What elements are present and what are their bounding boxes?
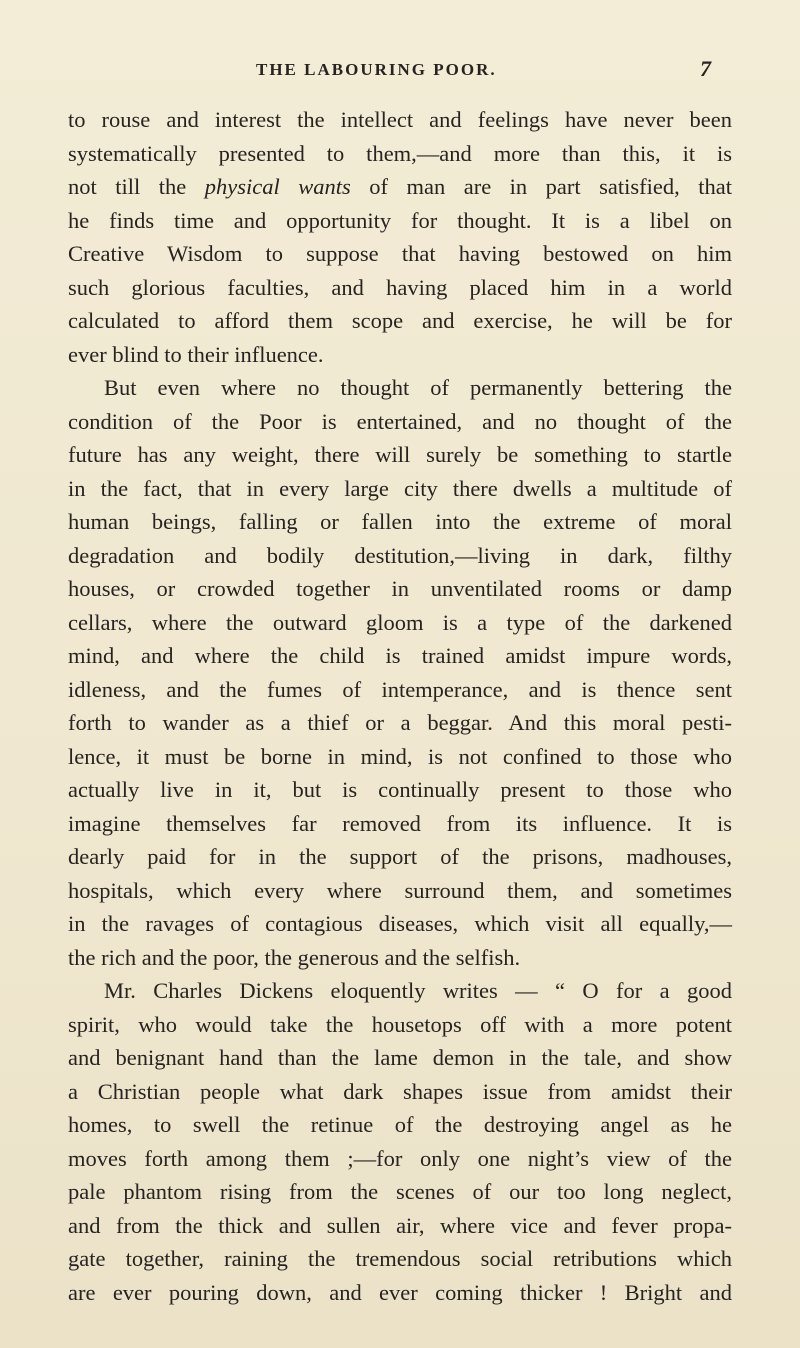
text-line: hospitals, which every where surround them, and sometimes bbox=[68, 877, 732, 903]
text-line: and from the thick and sullen air, where vice and fever propa- bbox=[68, 1212, 732, 1238]
text-line: cellars, where the outward gloom is a type of the darkened bbox=[68, 609, 732, 635]
body-text bbox=[68, 103, 732, 1309]
paragraph-start: Mr. Charles Dickens eloquently writes — “ O for a good bbox=[104, 978, 732, 1003]
text-line: such glorious faculties, and having placed him in a world bbox=[68, 274, 732, 300]
text-line: actually live in it, but is continually present to those who bbox=[68, 777, 732, 802]
text-line: lence, it must be borne in mind, is not confined to those who bbox=[68, 743, 732, 769]
text-line: moves forth among them ;—for only one night’s view of the bbox=[68, 1145, 732, 1171]
text-line: gate together, raining the tremendous social retributions which bbox=[68, 1246, 732, 1271]
running-head: THE LABOURING POOR. bbox=[256, 60, 497, 79]
text-line: future has any weight, there will surely be something to startle bbox=[68, 442, 732, 467]
text-line: dearly paid for in the support of the prisons, madhouses, bbox=[68, 844, 732, 869]
text-line: degradation and bodily destitution,—living in dark, filthy bbox=[68, 542, 732, 568]
text-line: he finds time and opportunity for thought. It is a libel on bbox=[68, 207, 732, 233]
text-line: human beings, falling or fallen into the extreme of moral bbox=[68, 509, 732, 534]
text-line: a Christian people what dark shapes issue from amidst their bbox=[68, 1078, 732, 1104]
paragraph-start: But even where no thought of permanently bettering the bbox=[104, 375, 732, 400]
text-line: systematically presented to them,—and more than this, it is bbox=[68, 140, 732, 166]
text-line: to rouse and interest the intellect and feelings have never been bbox=[68, 107, 732, 132]
text-line: in the fact, that in every large city there dwells a multitude of bbox=[68, 475, 732, 501]
text-line: homes, to swell the retinue of the destroying angel as he bbox=[68, 1112, 732, 1137]
text-line: imagine themselves far removed from its influence. It is bbox=[68, 810, 732, 836]
text-line: houses, or crowded together in unventilated rooms or damp bbox=[68, 576, 732, 601]
text-line: mind, and where the child is trained amidst impure words, bbox=[68, 643, 732, 668]
text-line: the rich and the poor, the generous and the selfish. bbox=[68, 944, 521, 970]
text-line: in the ravages of contagious diseases, which visit all equally,— bbox=[68, 911, 732, 936]
text-line: spirit, who would take the housetops off with a more potent bbox=[68, 1011, 732, 1037]
text-line: Creative Wisdom to suppose that having bestowed on him bbox=[68, 241, 732, 266]
text-line-start: not till the bbox=[68, 174, 205, 199]
text-line: pale phantom rising from the scenes of our too long neglect, bbox=[68, 1179, 732, 1204]
text-line: idleness, and the fumes of intemperance, and is thence sent bbox=[68, 676, 732, 702]
emphasis-physical-wants: physical wants bbox=[204, 174, 351, 199]
text-line-with-emphasis bbox=[68, 170, 732, 204]
text-line: calculated to afford them scope and exercise, he will be for bbox=[68, 308, 732, 333]
text-line: are ever pouring down, and ever coming thicker ! Bright and bbox=[68, 1279, 732, 1305]
page-number: 7 bbox=[700, 56, 711, 81]
page-header bbox=[0, 56, 800, 86]
text-line-end: of man are in part satisfied, that bbox=[350, 174, 733, 199]
text-line: ever blind to their influence. bbox=[68, 341, 324, 367]
text-line: and benignant hand than the lame demon in the tale, and show bbox=[68, 1045, 732, 1070]
text-line: condition of the Poor is entertained, and no thought of the bbox=[68, 408, 732, 434]
text-line: forth to wander as a thief or a beggar. And this moral pesti- bbox=[68, 710, 732, 735]
